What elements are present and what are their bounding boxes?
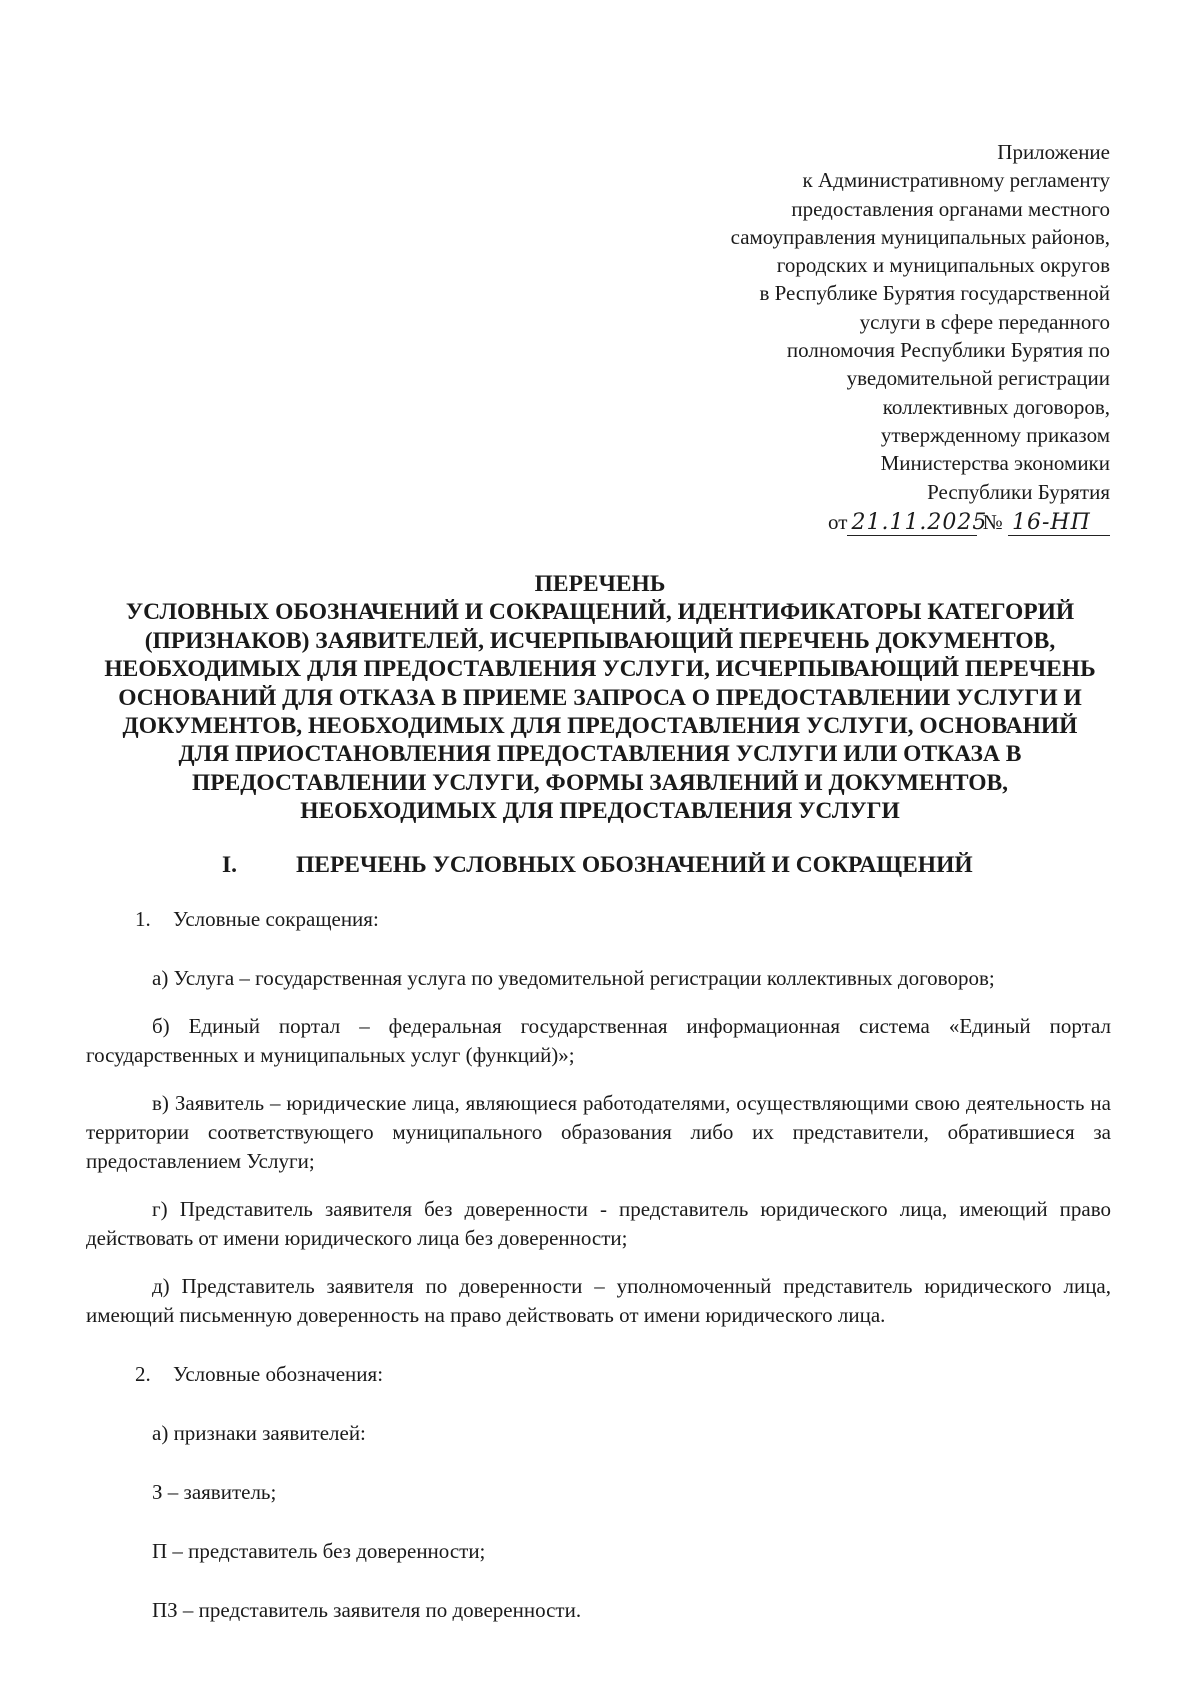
header-line: к Административному регламенту [802,168,1110,193]
title-line: (ПРИЗНАКОВ) ЗАЯВИТЕЛЕЙ, ИСЧЕРПЫВАЮЩИЙ ПЕРЕЧЕНЬ ДОКУМЕНТОВ, [144,627,1056,654]
appendix-header [550,138,1110,536]
title-line: ПРЕДОСТАВЛЕНИИ УСЛУГИ, ФОРМЫ ЗАЯВЛЕНИЙ И ДОКУМЕНТОВ, [191,769,1009,796]
list-item: ПЗ – представитель заявителя по доверенности. [152,1598,582,1622]
date-number-line [550,508,1110,536]
header-line: Министерства экономики [880,451,1110,476]
title-line: ПЕРЕЧЕНЬ [534,571,666,597]
list-item: а) признаки заявителей: [152,1421,366,1445]
document-title [100,570,1100,826]
header-line: в Республике Бурятия государственной [759,281,1110,306]
item-number: 1. [135,907,151,931]
paragraph: а) Услуга – государственная услуга по уведомительной регистрации коллективных договоров; [152,966,995,990]
title-line: ДОКУМЕНТОВ, НЕОБХОДИМЫХ ДЛЯ ПРЕДОСТАВЛЕНИЯ УСЛУГИ, ОСНОВАНИЙ [122,713,1078,740]
title-line: ОСНОВАНИЙ ДЛЯ ОТКАЗА В ПРИЕМЕ ЗАПРОСА О ПРЕДОСТАВЛЕНИИ УСЛУГИ И [118,684,1082,711]
header-line: Республики Бурятия [927,479,1110,504]
title-line: УСЛОВНЫХ ОБОЗНАЧЕНИЙ И СОКРАЩЕНИЙ, ИДЕНТИФИКАТОРЫ КАТЕГОРИЙ [125,599,1075,626]
paragraph: д) Представитель заявителя по доверенности – уполномоченный представитель юридического лица, имеющий письменную доверенность на право действовать от имени юридического лица. [86,1274,1111,1327]
header-line: Приложение [997,140,1110,164]
header-line: утвержденному приказом [880,422,1110,447]
numbered-item [86,1360,1111,1389]
item-title: Условные обозначения: [173,1362,384,1386]
handwritten-date: 21.11.2025 [847,511,977,536]
header-line: уведомительной регистрации [846,366,1110,391]
item-title: Условные сокращения: [173,907,379,931]
list-item: П – представитель без доверенности; [152,1539,486,1563]
header-line: коллективных договоров, [882,394,1110,419]
section-number: I. [222,852,238,878]
number-prefix: № [982,509,1003,534]
header-line: полномочия Республики Бурятия по [786,338,1110,363]
title-line: ДЛЯ ПРИОСТАНОВЛЕНИЯ ПРЕДОСТАВЛЕНИЯ УСЛУГИ ИЛИ ОТКАЗА В [178,741,1022,768]
header-line: услуги в сфере переданного [859,309,1110,334]
header-line: предоставления органами местного [791,196,1110,221]
title-line: НЕОБХОДИМЫХ ДЛЯ ПРЕДОСТАВЛЕНИЯ УСЛУГИ, ИСЧЕРПЫВАЮЩИЙ ПЕРЕЧЕНЬ [104,656,1096,683]
section-title: ПЕРЕЧЕНЬ УСЛОВНЫХ ОБОЗНАЧЕНИЙ И СОКРАЩЕНИЙ [296,852,973,878]
paragraph: б) Единый портал – федеральная государственная информационная система «Единый портал государственных и муниципальных услуг (функций)»; [86,1014,1111,1067]
paragraph: г) Представитель заявителя без доверенности - представитель юридического лица, имеющий право действовать от имени юридического лица без доверенности; [86,1197,1111,1250]
header-line: самоуправления муниципальных районов, [730,224,1110,249]
date-prefix: от [828,509,848,534]
header-line: городских и муниципальных округов [776,253,1110,278]
handwritten-number: 16-НП [1008,511,1110,536]
title-line: НЕОБХОДИМЫХ ДЛЯ ПРЕДОСТАВЛЕНИЯ УСЛУГИ [300,798,900,825]
list-item: З – заявитель; [152,1480,277,1504]
document-body [86,905,1111,1625]
numbered-item [86,905,1111,934]
paragraph: в) Заявитель – юридические лица, являющиеся работодателями, осуществляющими свою деятельность на территории соответствующего муниципального образования либо их представители, обратившиеся за предоставлением Услуги; [86,1091,1111,1173]
item-number: 2. [135,1362,151,1386]
